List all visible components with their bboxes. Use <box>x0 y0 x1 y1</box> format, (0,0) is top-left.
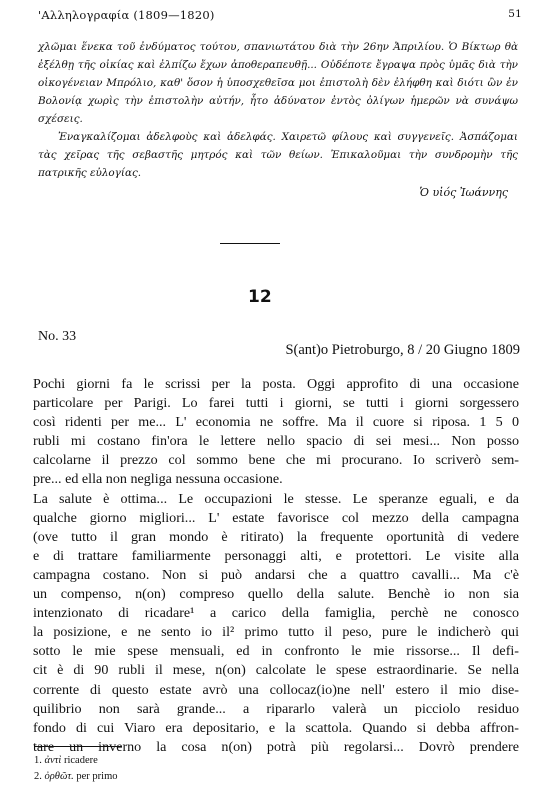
greek-passage <box>38 38 518 182</box>
body-line: la posizione, e ne sento io il² primo tutto il peso, pure le indicherò qui <box>33 624 519 641</box>
letter-number: 12 <box>248 287 272 307</box>
letter-dateline: S(ant)o Pietroburgo, 8 / 20 Giugno 1809 <box>285 342 520 358</box>
body-line: così ridenti per me... L' economia ne soffre. Ma il cuore si riposa. 1 5 0 <box>33 414 519 431</box>
body-line: un compenso, n(on) compreso quello della salute. Benchè io non sia <box>33 586 519 603</box>
running-head <box>38 8 522 24</box>
body-line: fondo di cui Viaro era depositario, e la scattola. Quando si debba affron- <box>33 719 519 736</box>
body-line: cit è di 90 rubli il mese, n(on) calcolate le spese estraordinarie. Se nella <box>33 662 519 679</box>
body-line: quilibrio non sarà grande... a ripararlo valerà un picciolo residuo <box>33 700 519 717</box>
body-line: particolare per Parigi. Lo farei tutti i giorni, se tutti i giorni sorgessero <box>33 395 519 412</box>
greek-paragraph-1: χλῶμαι ἕνεκα τοῦ ἐνδύματος τούτου, σπανιωτάτου διὰ τὴν 26ην Ἀπριλίου. Ὁ Βίκτωρ θὰ ἐξέλθῃ τῆς οἰκίας καὶ ἐλπίζω ἔχων ἀποθεραπευθῇ... Οὐδέποτε ἔγραψα πρὸς ὑμᾶς διὰ τὴν οἰκογένειαν Μπρόλιο, καθ' ὅσον ἡ ὑποσχεθεῖσα μοι ἐπιστολὴ δὲν ἐλήφθη καὶ διότι ὢν ἐν Βολονίᾳ χωρὶς τὴν ἐπιστολὴν αὐτήν, ἦτο ἀδύνατον ἐντὸς ὀλίγων ἡμερῶν νὰ συνάψω σχέσεις. <box>38 41 518 125</box>
body-line: intenzionato di ricadare¹ a carico della famiglia, perchè ne conosco <box>33 605 519 622</box>
body-line: Pochi giorni fa le scrissi per la posta. Oggi approfito di una occasione <box>33 376 519 392</box>
body-line: calcolarne il prezzo col sommo bene che mi procurano. Io scriverò sem- <box>33 452 519 469</box>
document-number: No. 33 <box>38 329 77 344</box>
letter-body <box>33 375 519 757</box>
footnote-marker: 1. <box>34 755 42 766</box>
section-divider <box>220 243 280 244</box>
body-line: pre... ed ella non negliga nessuna occasione. <box>33 471 283 488</box>
footnote-greek: ὀρθῶτ. <box>44 771 74 782</box>
footnote-text: per primo <box>76 771 118 782</box>
letter-signature: Ὁ υἱός Ἰωάννης <box>419 186 508 199</box>
body-line: e di trattare familiarmente personaggi alti, e protettori. Le visite alla <box>33 547 519 564</box>
footnote-text: ricadere <box>63 755 98 766</box>
footnote-item <box>34 769 118 785</box>
footnote-marker: 2. <box>34 771 42 782</box>
body-line: rubli mi costano fin'ora le lettere nello spacio di sei mesi... Non posso <box>33 433 519 450</box>
body-line: campagna costano. Non si può andarsi che a quattro cavalli... Ma c'è <box>33 566 519 583</box>
body-line: corrente di questo estate avrò una collocaz(io)ne nell' estero il mio dise- <box>33 681 519 698</box>
page-number: 51 <box>508 8 522 20</box>
running-head-title: 'Αλληλογραφία (1809—1820) <box>38 8 215 22</box>
body-line: (ove tutto il gran mondo è ritirato) la frequente oportunità di vedere <box>33 528 519 545</box>
body-line: tare un inverno la cosa n(on) potrà più regolarsi... Dovrò prendere <box>33 738 519 755</box>
body-line: qualche giorno migliori... L' estate favorisce col mezzo della campagna <box>33 509 519 526</box>
footnotes <box>34 753 118 785</box>
footnote-greek: ἀντὶ <box>44 755 62 766</box>
footnote-rule <box>34 746 122 747</box>
footnote-item <box>34 753 118 769</box>
body-line: sotto le mie spese mensuali, ed in confronto le mie rissorse... Il defi- <box>33 643 519 660</box>
greek-paragraph-2: Ἐναγκαλίζομαι ἀδελφοὺς καὶ ἀδελφάς. Χαιρετῶ φίλους καὶ συγγενεῖς. Ἀσπάζομαι τὰς χεῖρας τῆς σεβαστῆς μητρός καὶ τῶν θείων. Ἐπικαλοῦμαι τὴν συνδρομὴν τῆς πατρικῆς εὐλογίας. <box>38 131 518 179</box>
body-line: La salute è ottima... Le occupazioni le stesse. Le speranze eguali, e da <box>33 490 519 507</box>
